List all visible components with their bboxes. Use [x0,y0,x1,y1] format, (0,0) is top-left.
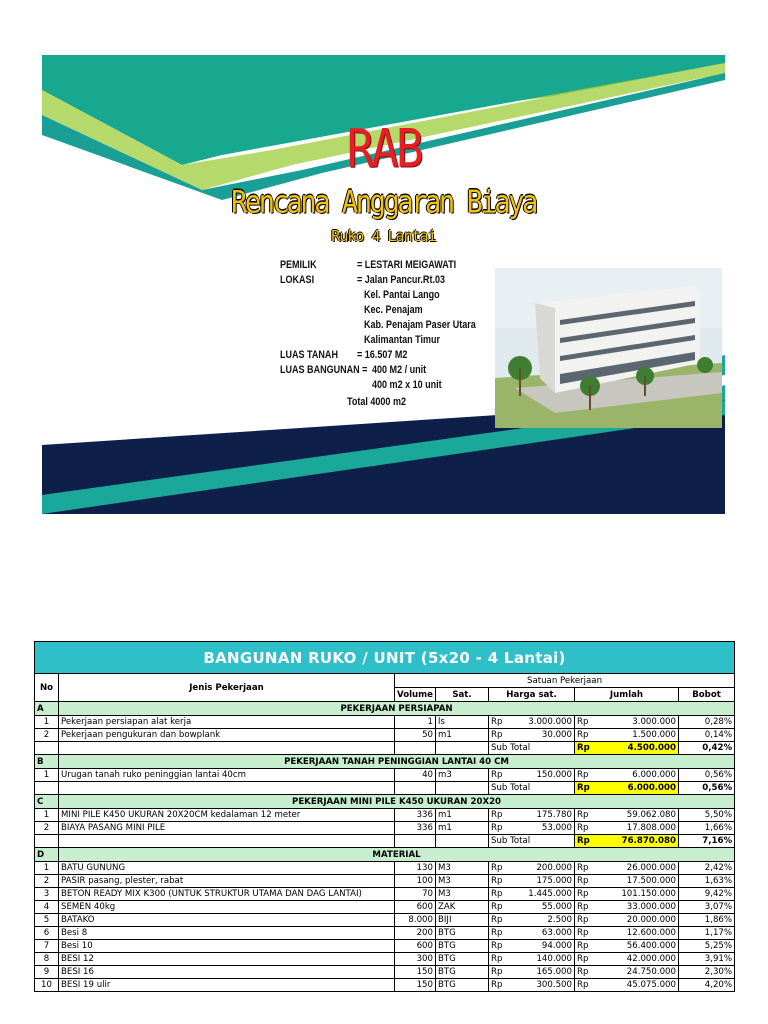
row-jumlah-currency: Rp [575,914,593,927]
subtotal-empty [59,835,395,848]
row-harga: 300.500 [505,979,575,992]
row-description: BATU GUNUNG [59,862,395,875]
row-jumlah-currency: Rp [575,875,593,888]
section-title: PEKERJAAN TANAH PENINGGIAN LANTAI 40 CM [59,755,735,769]
row-bobot: 0,56% [679,769,735,782]
subtotal-row [35,742,735,755]
row-harga-currency: Rp [489,953,505,966]
section-title: PEKERJAAN MINI PILE K450 UKURAN 20X20 [59,795,735,809]
row-jumlah-currency: Rp [575,979,593,992]
row-unit: M3 [436,888,489,901]
table-row [35,927,735,940]
row-bobot: 0,28% [679,716,735,729]
row-harga-currency: Rp [489,979,505,992]
subtotal-bobot: 0,56% [679,782,735,795]
subtotal-empty [35,835,59,848]
row-jumlah-currency: Rp [575,953,593,966]
row-jumlah-currency: Rp [575,716,593,729]
row-harga: 1.445.000 [505,888,575,901]
row-unit: M3 [436,862,489,875]
subtotal-row [35,835,735,848]
row-bobot: 3,07% [679,901,735,914]
row-volume: 100 [395,875,436,888]
subtotal-currency: Rp [575,835,593,848]
rab-table-container [34,641,734,992]
row-jumlah: 6.000.000 [593,769,679,782]
header-satuan: Satuan Pekerjaan [395,674,735,688]
subtotal-label: Sub Total [489,835,575,848]
row-unit: BTG [436,940,489,953]
row-volume: 70 [395,888,436,901]
row-jumlah-currency: Rp [575,729,593,742]
subtotal-empty [436,782,489,795]
location-value: = Jalan Pancur.Rt.03 [357,274,445,286]
row-bobot: 2,30% [679,966,735,979]
row-number: 1 [35,809,59,822]
subtotal-bobot: 7,16% [679,835,735,848]
row-unit: BTG [436,953,489,966]
row-bobot: 5,50% [679,809,735,822]
row-volume: 200 [395,927,436,940]
header-bobot: Bobot [679,688,735,702]
row-harga: 175.000 [505,875,575,888]
row-bobot: 1,63% [679,875,735,888]
row-unit: m1 [436,822,489,835]
cover-title: RAB [346,116,421,180]
subtotal-empty [436,835,489,848]
table-row [35,914,735,927]
row-volume: 8.000 [395,914,436,927]
row-harga-currency: Rp [489,888,505,901]
row-unit: BTG [436,927,489,940]
header-no: No [35,674,59,702]
row-volume: 130 [395,862,436,875]
row-unit: m1 [436,729,489,742]
row-unit: ZAK [436,901,489,914]
row-description: Besi 8 [59,927,395,940]
row-jumlah-currency: Rp [575,862,593,875]
subtotal-bobot: 0,42% [679,742,735,755]
row-jumlah-currency: Rp [575,822,593,835]
table-row [35,729,735,742]
section-code: B [35,755,59,769]
row-jumlah: 24.750.000 [593,966,679,979]
row-volume: 300 [395,953,436,966]
row-description: BESI 19 ulir [59,979,395,992]
row-number: 2 [35,822,59,835]
row-jumlah-currency: Rp [575,901,593,914]
location-line-4: Kab. Penajam Paser Utara [364,319,476,331]
row-unit: m1 [436,809,489,822]
row-number: 8 [35,953,59,966]
header-harga: Harga sat. [489,688,575,702]
row-bobot: 1,17% [679,927,735,940]
table-row [35,966,735,979]
row-harga-currency: Rp [489,914,505,927]
row-bobot: 0,14% [679,729,735,742]
section-header-row [35,795,735,809]
row-number: 2 [35,729,59,742]
row-harga-currency: Rp [489,769,505,782]
table-row [35,716,735,729]
section-code: A [35,702,59,716]
row-jumlah-currency: Rp [575,927,593,940]
row-jumlah: 1.500.000 [593,729,679,742]
row-number: 9 [35,966,59,979]
row-jumlah: 12.600.000 [593,927,679,940]
row-number: 1 [35,862,59,875]
row-harga: 53.000 [505,822,575,835]
subtotal-value: 4.500.000 [593,742,679,755]
cover-slide [42,55,725,514]
row-unit: BTG [436,966,489,979]
row-description: Pekerjaan persiapan alat kerja [59,716,395,729]
location-label: LOKASI [280,274,315,286]
row-volume: 40 [395,769,436,782]
row-harga-currency: Rp [489,940,505,953]
table-row [35,888,735,901]
row-description: Pekerjaan pengukuran dan bowplank [59,729,395,742]
subtotal-label: Sub Total [489,742,575,755]
table-row [35,901,735,914]
row-jumlah: 17.808.000 [593,822,679,835]
subtotal-empty [59,742,395,755]
subtotal-value: 6.000.000 [593,782,679,795]
row-description: Urugan tanah ruko peninggian lantai 40cm [59,769,395,782]
row-jumlah-currency: Rp [575,940,593,953]
owner-label: PEMILIK [280,259,317,271]
row-jumlah: 3.000.000 [593,716,679,729]
row-unit: BTG [436,979,489,992]
cover-project: Ruko 4 Lantai [331,227,436,245]
row-harga-currency: Rp [489,729,505,742]
subtotal-empty [395,742,436,755]
row-jumlah: 59.062.080 [593,809,679,822]
location-line-3: Kec. Penajam [364,304,423,316]
row-jumlah: 26.000.000 [593,862,679,875]
subtotal-value: 76.870.080 [593,835,679,848]
row-jumlah-currency: Rp [575,888,593,901]
row-harga: 175.780 [505,809,575,822]
table-banner: BANGUNAN RUKO / UNIT (5x20 - 4 Lantai) [35,642,735,674]
subtotal-label: Sub Total [489,782,575,795]
building-area-label: LUAS BANGUNAN = [280,364,368,376]
header-sat: Sat. [436,688,489,702]
row-number: 6 [35,927,59,940]
row-jumlah-currency: Rp [575,769,593,782]
row-harga: 63.000 [505,927,575,940]
subtotal-empty [395,835,436,848]
header-row-1 [35,674,735,688]
location-line-2: Kel. Pantai Lango [364,289,440,301]
subtotal-empty [35,782,59,795]
row-harga: 140.000 [505,953,575,966]
row-description: BESI 16 [59,966,395,979]
section-code: C [35,795,59,809]
row-number: 1 [35,716,59,729]
land-area-value: = 16.507 M2 [357,349,408,361]
section-title: PEKERJAAN PERSIAPAN [59,702,735,716]
subtotal-empty [59,782,395,795]
row-volume: 600 [395,901,436,914]
row-volume: 150 [395,979,436,992]
header-jenis: Jenis Pekerjaan [59,674,395,702]
row-jumlah: 45.075.000 [593,979,679,992]
row-number: 4 [35,901,59,914]
table-row [35,769,735,782]
header-jumlah: Jumlah [575,688,679,702]
row-description: Besi 10 [59,940,395,953]
row-description: MINI PILE K450 UKURAN 20X20CM kedalaman 12 meter [59,809,395,822]
row-harga: 55.000 [505,901,575,914]
row-jumlah: 17.500.000 [593,875,679,888]
row-unit: M3 [436,875,489,888]
row-harga-currency: Rp [489,927,505,940]
row-description: PASIR pasang, plester, rabat [59,875,395,888]
row-volume: 336 [395,822,436,835]
row-bobot: 4,20% [679,979,735,992]
row-bobot: 2,42% [679,862,735,875]
row-volume: 1 [395,716,436,729]
row-harga: 94.000 [505,940,575,953]
row-harga: 165.000 [505,966,575,979]
row-harga-currency: Rp [489,901,505,914]
location-line-5: Kalimantan Timur [364,334,441,346]
table-row [35,822,735,835]
row-number: 5 [35,914,59,927]
row-unit: BIJI [436,914,489,927]
table-row [35,953,735,966]
row-bobot: 9,42% [679,888,735,901]
subtotal-empty [395,782,436,795]
building-area-value: 400 M2 / unit [372,364,427,376]
row-bobot: 5,25% [679,940,735,953]
section-header-row [35,848,735,862]
row-harga-currency: Rp [489,822,505,835]
subtotal-currency: Rp [575,742,593,755]
rab-table [34,641,735,992]
row-bobot: 3,91% [679,953,735,966]
section-header-row [35,755,735,769]
section-header-row [35,702,735,716]
section-code: D [35,848,59,862]
row-harga: 2.500 [505,914,575,927]
row-harga-currency: Rp [489,966,505,979]
owner-value: = LESTARI MEIGAWATI [357,259,457,271]
row-volume: 50 [395,729,436,742]
table-row [35,862,735,875]
row-description: BETON READY MIX K300 (UNTUK STRUKTUR UTAMA DAN DAG LANTAI) [59,888,395,901]
subtotal-empty [436,742,489,755]
row-description: BESI 12 [59,953,395,966]
table-row [35,875,735,888]
row-jumlah: 33.000.000 [593,901,679,914]
row-unit: m3 [436,769,489,782]
row-number: 10 [35,979,59,992]
row-harga: 3.000.000 [505,716,575,729]
building-area-detail: 400 m2 x 10 unit [372,379,442,391]
row-unit: ls [436,716,489,729]
row-harga-currency: Rp [489,809,505,822]
row-jumlah: 42.000.000 [593,953,679,966]
subtotal-empty [35,742,59,755]
row-harga: 150.000 [505,769,575,782]
row-jumlah-currency: Rp [575,809,593,822]
row-jumlah: 101.150.000 [593,888,679,901]
cover-subtitle: Rencana Anggaran Biaya [231,184,536,221]
row-jumlah: 56.400.000 [593,940,679,953]
table-row [35,940,735,953]
row-volume: 150 [395,966,436,979]
row-number: 3 [35,888,59,901]
row-harga: 30.000 [505,729,575,742]
header-volume: Volume [395,688,436,702]
row-description: BATAKO [59,914,395,927]
row-bobot: 1,66% [679,822,735,835]
row-harga-currency: Rp [489,716,505,729]
row-volume: 336 [395,809,436,822]
table-row [35,979,735,992]
table-banner-row [35,642,735,674]
land-area-label: LUAS TANAH [280,349,338,361]
row-harga-currency: Rp [489,875,505,888]
row-description: BIAYA PASANG MINI PILE [59,822,395,835]
row-harga: 200.000 [505,862,575,875]
total-area: Total 4000 m2 [347,396,407,408]
row-volume: 600 [395,940,436,953]
building-rendering-image [495,268,722,428]
row-number: 7 [35,940,59,953]
subtotal-currency: Rp [575,782,593,795]
row-bobot: 1,86% [679,914,735,927]
row-jumlah: 20.000.000 [593,914,679,927]
row-jumlah-currency: Rp [575,966,593,979]
row-harga-currency: Rp [489,862,505,875]
row-number: 1 [35,769,59,782]
row-number: 2 [35,875,59,888]
row-description: SEMEN 40kg [59,901,395,914]
section-title: MATERIAL [59,848,735,862]
table-row [35,809,735,822]
subtotal-row [35,782,735,795]
